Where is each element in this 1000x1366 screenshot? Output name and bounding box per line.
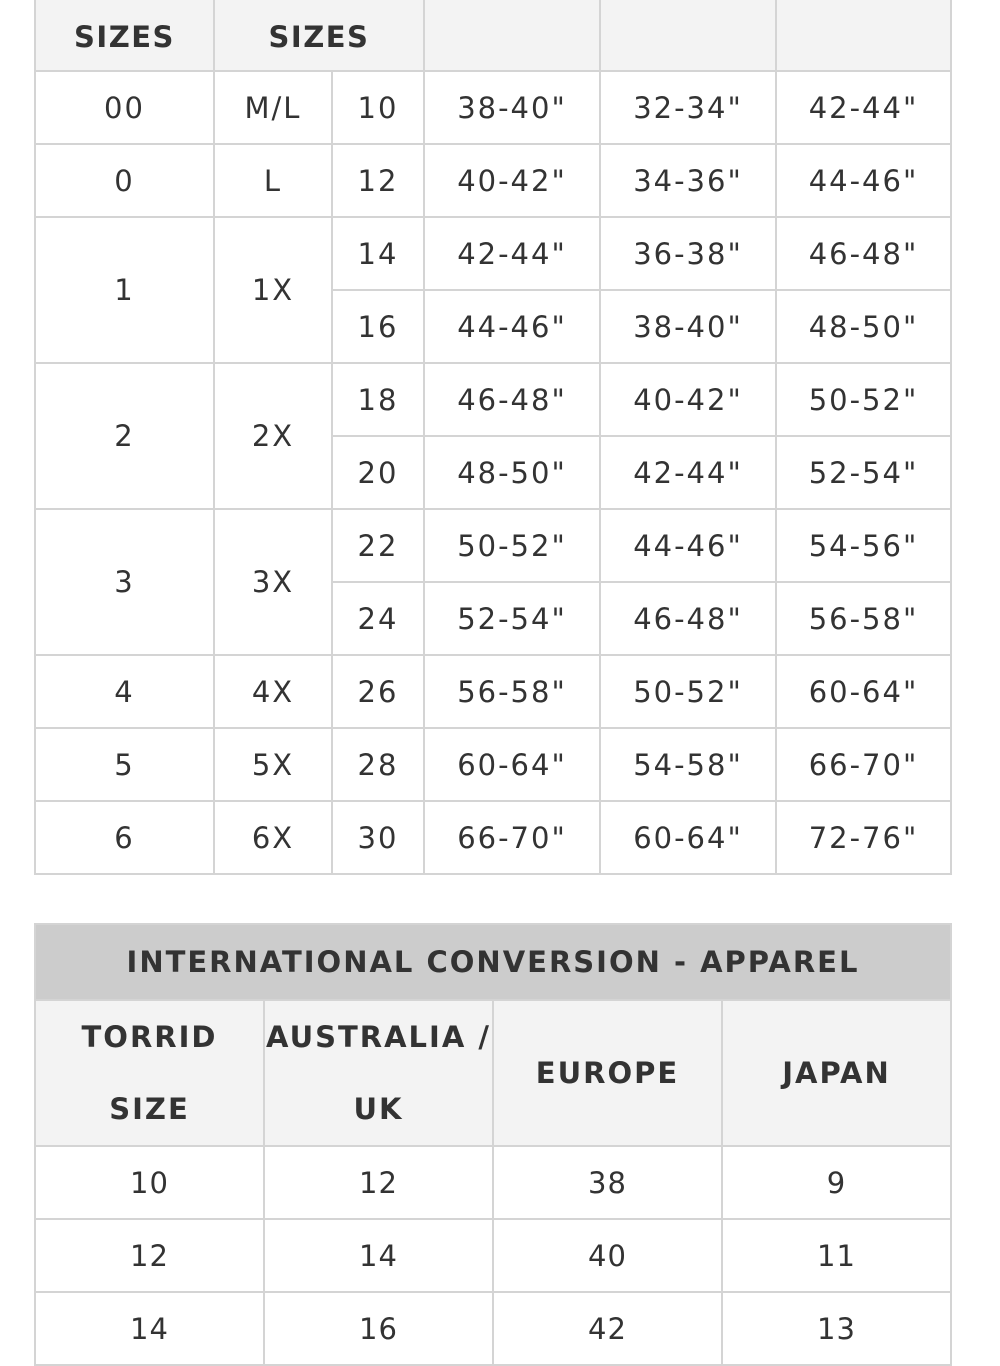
alpha-size-cell: 5X [214, 728, 332, 801]
conversion-table-title: INTERNATIONAL CONVERSION - APPAREL [35, 924, 951, 1000]
measurement-cell: 36-38" [600, 217, 776, 290]
numeric-size-cell: 26 [332, 655, 424, 728]
alpha-size-cell: 3X [214, 509, 332, 655]
table-row [35, 71, 951, 144]
measurement-cell: 56-58" [776, 582, 951, 655]
measurement-cell: 50-52" [776, 363, 951, 436]
numeric-size-cell: 24 [332, 582, 424, 655]
size-chart-table [34, 0, 952, 875]
header-alpha-sizes: SIZES [214, 0, 424, 71]
header-australia-uk-line1: AUSTRALIA / [266, 1020, 491, 1054]
header-australia-uk-line2: UK [353, 1092, 404, 1126]
measurement-cell: 50-52" [600, 655, 776, 728]
table-row [35, 655, 951, 728]
torrid-size-cell: 10 [35, 1146, 264, 1219]
table-row [35, 801, 951, 874]
measurement-cell: 56-58" [424, 655, 600, 728]
measurement-cell: 44-46" [424, 290, 600, 363]
torrid-size-cell: 0 [35, 144, 214, 217]
header-australia-uk [264, 1000, 493, 1146]
measurement-cell: 46-48" [776, 217, 951, 290]
numeric-size-cell: 22 [332, 509, 424, 582]
measurement-cell: 52-54" [424, 582, 600, 655]
torrid-size-cell: 5 [35, 728, 214, 801]
torrid-size-cell: 2 [35, 363, 214, 509]
measurement-cell: 60-64" [600, 801, 776, 874]
europe-size-cell: 38 [493, 1146, 722, 1219]
measurement-cell: 48-50" [776, 290, 951, 363]
measurement-cell: 66-70" [776, 728, 951, 801]
table-row [35, 144, 951, 217]
measurement-cell: 38-40" [424, 71, 600, 144]
europe-size-cell: 42 [493, 1292, 722, 1365]
numeric-size-cell: 16 [332, 290, 424, 363]
numeric-size-cell: 28 [332, 728, 424, 801]
table-row [35, 509, 951, 582]
torrid-size-cell: 00 [35, 71, 214, 144]
table-row [35, 1219, 951, 1292]
numeric-size-cell: 18 [332, 363, 424, 436]
international-conversion-table [34, 923, 952, 1366]
measurement-cell: 40-42" [600, 363, 776, 436]
measurement-cell: 42-44" [424, 217, 600, 290]
torrid-size-cell: 4 [35, 655, 214, 728]
table-row [35, 728, 951, 801]
header-torrid-size: TORRID SIZE [35, 1000, 264, 1146]
measurement-cell: 40-42" [424, 144, 600, 217]
torrid-size-cell: 12 [35, 1219, 264, 1292]
table-row [35, 217, 951, 290]
alpha-size-cell: 6X [214, 801, 332, 874]
torrid-size-cell: 6 [35, 801, 214, 874]
torrid-size-cell: 1 [35, 217, 214, 363]
measurement-cell: 60-64" [424, 728, 600, 801]
measurement-cell: 42-44" [776, 71, 951, 144]
conversion-title-row [35, 924, 951, 1000]
measurement-cell: 46-48" [424, 363, 600, 436]
header-measurement-1 [424, 0, 600, 71]
measurement-cell: 48-50" [424, 436, 600, 509]
measurement-cell: 44-46" [776, 144, 951, 217]
table-row [35, 1292, 951, 1365]
alpha-size-cell: L [214, 144, 332, 217]
japan-size-cell: 13 [722, 1292, 951, 1365]
measurement-cell: 34-36" [600, 144, 776, 217]
measurement-cell: 46-48" [600, 582, 776, 655]
numeric-size-cell: 30 [332, 801, 424, 874]
numeric-size-cell: 14 [332, 217, 424, 290]
header-measurement-3 [776, 0, 951, 71]
header-torrid-sizes: SIZES [35, 0, 214, 71]
au-uk-size-cell: 14 [264, 1219, 493, 1292]
au-uk-size-cell: 16 [264, 1292, 493, 1365]
table-row [35, 1146, 951, 1219]
japan-size-cell: 9 [722, 1146, 951, 1219]
europe-size-cell: 40 [493, 1219, 722, 1292]
table-row [35, 363, 951, 436]
au-uk-size-cell: 12 [264, 1146, 493, 1219]
torrid-size-cell: 14 [35, 1292, 264, 1365]
conversion-header-row [35, 1000, 951, 1146]
numeric-size-cell: 10 [332, 71, 424, 144]
measurement-cell: 32-34" [600, 71, 776, 144]
measurement-cell: 60-64" [776, 655, 951, 728]
header-japan: JAPAN [722, 1000, 951, 1146]
measurement-cell: 50-52" [424, 509, 600, 582]
torrid-size-cell: 3 [35, 509, 214, 655]
numeric-size-cell: 20 [332, 436, 424, 509]
japan-size-cell: 11 [722, 1219, 951, 1292]
size-chart-header-row [35, 0, 951, 71]
measurement-cell: 54-56" [776, 509, 951, 582]
measurement-cell: 66-70" [424, 801, 600, 874]
alpha-size-cell: 4X [214, 655, 332, 728]
measurement-cell: 72-76" [776, 801, 951, 874]
alpha-size-cell: 1X [214, 217, 332, 363]
measurement-cell: 42-44" [600, 436, 776, 509]
header-europe: EUROPE [493, 1000, 722, 1146]
measurement-cell: 54-58" [600, 728, 776, 801]
measurement-cell: 44-46" [600, 509, 776, 582]
numeric-size-cell: 12 [332, 144, 424, 217]
alpha-size-cell: 2X [214, 363, 332, 509]
measurement-cell: 52-54" [776, 436, 951, 509]
header-measurement-2 [600, 0, 776, 71]
measurement-cell: 38-40" [600, 290, 776, 363]
alpha-size-cell: M/L [214, 71, 332, 144]
